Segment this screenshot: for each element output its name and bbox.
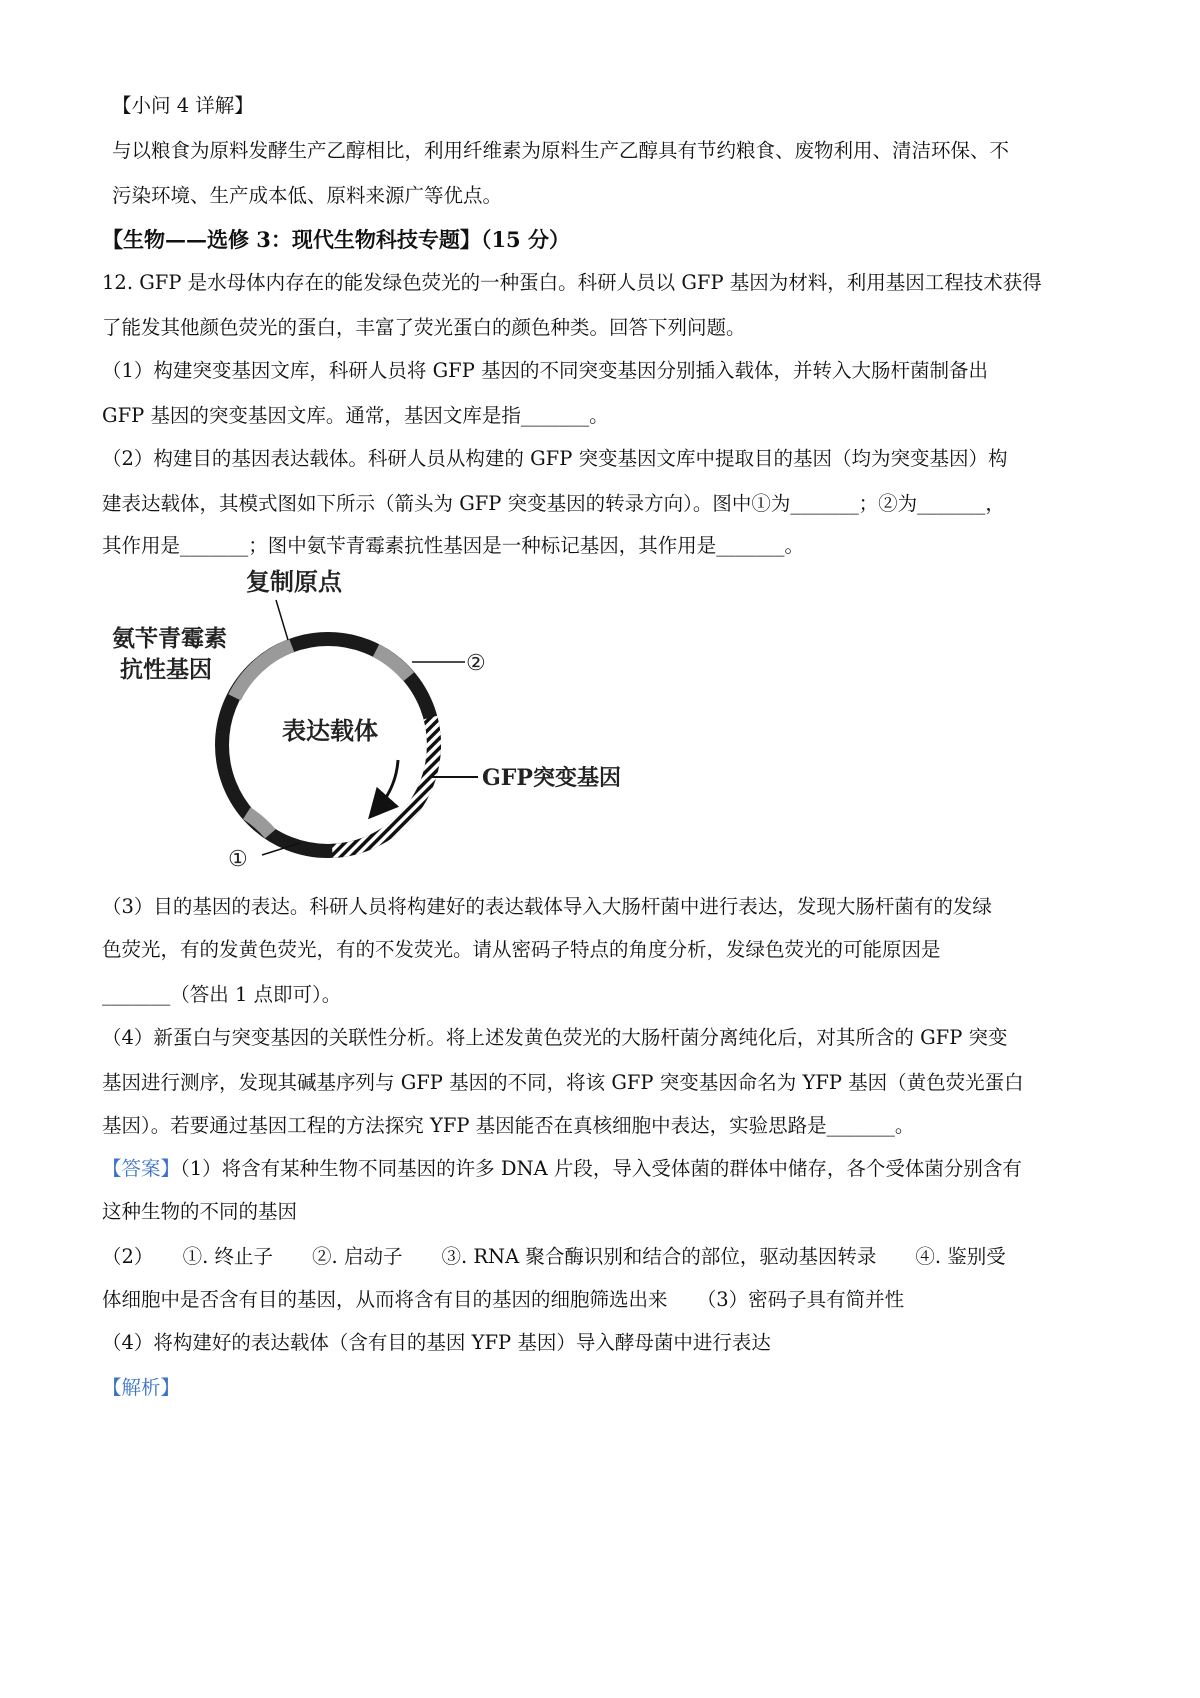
- origin-label: 复制原点: [246, 567, 342, 596]
- section-title: 【生物——选修 3：现代生物科技专题】（15 分）: [102, 227, 570, 252]
- question-part-3-line: _______（答出 1 点即可）。: [102, 983, 342, 1006]
- terminator-segment: [247, 813, 271, 834]
- analysis-tag: 【解析】: [102, 1376, 181, 1399]
- leader-line-origin: [276, 600, 288, 640]
- answer-line-2: 这种生物的不同的基因: [102, 1200, 298, 1223]
- question-part-2-line: 建表达载体，其模式图如下所示（箭头为 GFP 突变基因的转录方向）。图中①为_______；②为_______，: [102, 492, 1005, 515]
- q4-detail-header: 【小问 4 详解】: [112, 94, 254, 117]
- question-part-4-line: （4）新蛋白与突变基因的关联性分析。将上述发黄色荧光的大肠杆菌分离纯化后，对其所含的 GFP 突变: [102, 1026, 1008, 1049]
- answer-line-3: （2） ①. 终止子 ②. 启动子 ③. RNA 聚合酶识别和结合的部位，驱动基因转录 ④. 鉴别受: [102, 1245, 1006, 1268]
- question-stem-line: 了能发其他颜色荧光的蛋白，丰富了荧光蛋白的颜色种类。回答下列问题。: [102, 316, 746, 339]
- q4-detail-line: 污染环境、生产成本低、原料来源广等优点。: [112, 184, 503, 207]
- question-part-2-line: 其作用是_______；图中氨苄青霉素抗性基因是一种标记基因，其作用是_______。: [102, 534, 805, 557]
- gfp-gene-label: GFP突变基因: [482, 765, 621, 791]
- question-stem-line: 12. GFP 是水母体内存在的能发绿色荧光的一种蛋白。科研人员以 GFP 基因为材料，利用基因工程技术获得: [102, 271, 1042, 294]
- answer-tag: 【答案】: [102, 1157, 181, 1180]
- amp-gene-label-line2: 抗性基因: [120, 656, 212, 683]
- question-part-3-line: 色荧光，有的发黄色荧光，有的不发荧光。请从密码子特点的角度分析，发绿色荧光的可能原因是: [102, 938, 941, 961]
- answer-text: （1）将含有某种生物不同基因的许多 DNA 片段，导入受体菌的群体中储存，各个受体菌分别含有: [180, 1157, 1022, 1180]
- expression-vector-diagram: [110, 567, 670, 900]
- question-part-2-line: （2）构建目的基因表达载体。科研人员从构建的 GFP 突变基因文库中提取目的基因（均为突变基因）构: [102, 447, 1008, 470]
- question-part-1-line: （1）构建突变基因文库，科研人员将 GFP 基因的不同突变基因分别插入载体，并转入大肠杆菌制备出: [102, 359, 989, 382]
- site-2-label: ②: [466, 651, 486, 676]
- vector-center-label: 表达载体: [282, 716, 378, 745]
- vector-segment-upper-right: [376, 651, 409, 677]
- answer-line-1: [102, 1154, 1092, 1184]
- site-1-label: ①: [228, 847, 248, 872]
- question-part-3-line: （3）目的基因的表达。科研人员将构建好的表达载体导入大肠杆菌中进行表达，发现大肠杆菌有的发绿: [102, 895, 992, 918]
- amp-gene-label-line1: 氨苄青霉素: [112, 625, 227, 652]
- question-part-4-line: 基因）。若要通过基因工程的方法探究 YFP 基因能否在真核细胞中表达，实验思路是_______。: [102, 1114, 915, 1137]
- q4-detail-line: 与以粮食为原料发酵生产乙醇相比，利用纤维素为原料生产乙醇具有节约粮食、废物利用、清洁环保、不: [112, 139, 1010, 162]
- question-part-4-line: 基因进行测序，发现其碱基序列与 GFP 基因的不同，将该 GFP 突变基因命名为 YFP 基因（黄色荧光蛋白: [102, 1071, 1024, 1094]
- answer-line-5: （4）将构建好的表达载体（含有目的基因 YFP 基因）导入酵母菌中进行表达: [102, 1331, 771, 1354]
- transcription-direction-arrow: [378, 760, 398, 808]
- answer-line-4: 体细胞中是否含有目的基因，从而将含有目的基因的细胞筛选出来 （3）密码子具有简并性: [102, 1288, 905, 1311]
- question-part-1-line: GFP 基因的突变基因文库。通常，基因文库是指_______。: [102, 404, 609, 427]
